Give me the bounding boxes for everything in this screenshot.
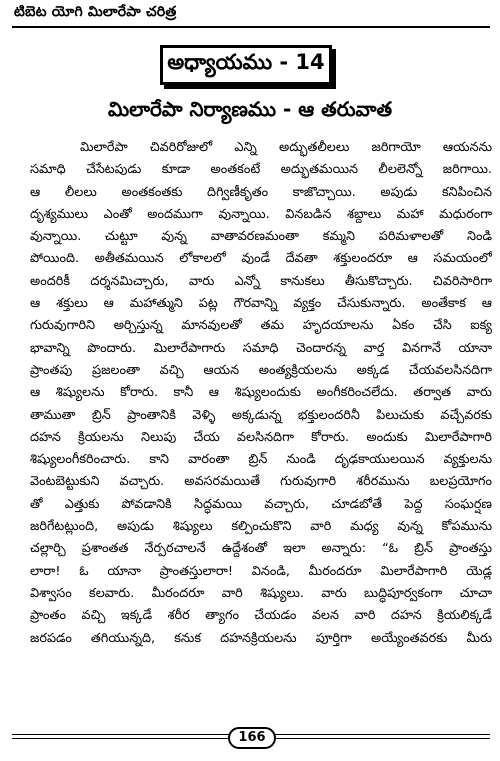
text-line: చల్లార్చి ప్రశాంతత నేర్పరచాలనే ఉద్దేశంతో ఇలా అన్నారు: “ఓ బ్రిన్ ప్రాంతస్తు [30,541,492,557]
text-line: వున్నాయి. చుట్టూ వున్న వాతావరణమంతా కమ్మని పరిమళాలతో నిండి [30,229,492,245]
text-line: జరపడం తగియున్నది, కనుక దహనక్రియలను పూర్తిగా అయ్యేంతవరకు మీరు [30,630,492,646]
body-text [30,137,492,650]
text-line: ఆ శక్తులు ఆ మహాత్ముని పట్ల గౌరవాన్ని వ్యక్తం చేసుకున్నారు. అంతేకాక ఆ [30,296,492,312]
text-line: అందరికీ దర్శనమిచ్చారు, వారు ఎన్నో కానుకలు తీసుకొచ్చారు. చివరిసారిగా [30,273,492,289]
text-line: జరిగేటట్లుంది, అపుడు శిష్యులు కల్పించుకొని వారి మధ్య వున్న కోపమును [30,519,492,535]
page-number: 166 [228,727,276,749]
text-line: తో ఎత్తుకు పోవడానికి సిద్ధమయి వచ్చారు, చూడబోతే పెద్ద సంఘర్షణ [30,496,492,512]
text-line: సమాధి చేసేటపుడు కూడా అంతకంటే అద్భుతమయిన లీలలెన్నో జరిగాయి. [30,162,492,178]
text-line: భావాన్ని పొందారు. మిలారేపాగారు సమాధి చెందారన్న వార్త వినగానే యానా [30,340,492,356]
text-line: ప్రాంతం వచ్చి ఇక్కడే శరీర త్యాగం చేయడం వలన వారి దహన క్రియలిక్కడే [30,608,492,624]
text-line: తాముతా బ్రిన్ ప్రాంతానికి వెళ్ళి అక్కడున్న భక్తులందరినీ పిలుచుకు వచ్చేవరకు [30,407,492,423]
text-line: ఆ శిష్యులను కోరారు. కానీ ఆ శిష్యులందుకు అంగీకరించలేదు. తర్వాత వారు [30,385,492,401]
text-line: దహన క్రియలను నిలుపు చేయ వలసినదిగా కోరారు. అందుకు మిలారేపాగారి [30,429,492,445]
chapter-title: మిలారేపా నిర్యాణము - ఆ తరువాత [107,97,393,121]
text-line: మిలారేపా చివరిరోజులో ఎన్ని అద్భుతలీలలు జరిగాయో ఆయనను [80,140,492,155]
running-head: టిబెట యోగి మిలారేపా చరిత్ర [14,4,177,20]
chapter-label-box [160,45,332,85]
text-line: దృశ్యములు ఎంతో అందముగా వున్నాయి. వినబడిన శబ్దాలు మహా మధురంగా [30,206,492,222]
text-line: ప్రాంతపు ప్రజలంతా వచ్చి ఆయన అంత్యక్రియలను అక్కడ చేయవలసినదిగా [30,362,492,378]
chapter-label: అధ్యాయము - 14 [167,50,325,74]
text-line: గురువుగారిని అర్చిస్తున్న మానవులతో తమ హృదయాలను ఏకం చేసి ఐక్య [30,318,492,334]
text-line: శిష్యులంగీకరించారు. కాని వారంతా బ్రిన్ నుండి దృఢకాయులయిన వ్యక్తులను [30,452,492,468]
header-rule [12,26,490,28]
text-line: వెంటబెట్టుకుని వచ్చారు. అవసరమయితే గురువుగారి శరీరమును బలప్రయోగం [30,474,492,490]
text-line: పోయింది. అతీతమయిన లోకాలలో వుండే దేవతా శక్తులందరూ ఆ సమయంలో [30,251,492,267]
text-line: ఆ లీలలు అంతకంతకు దిగ్విణీకృతం కాజొచ్చాయి. అపుడు కనిపించిన [30,184,492,200]
text-line: విశ్వాసం కలవారు. మీరందరూ వారి శిష్యులు. వారు బుద్ధిపూర్వకంగా చూచా [30,585,492,601]
text-line: లారా! ఓ యానా ప్రాంతస్తులారా! వినండి, మీరందరూ మిలారేపాగారి యెడ్ల [30,563,492,579]
